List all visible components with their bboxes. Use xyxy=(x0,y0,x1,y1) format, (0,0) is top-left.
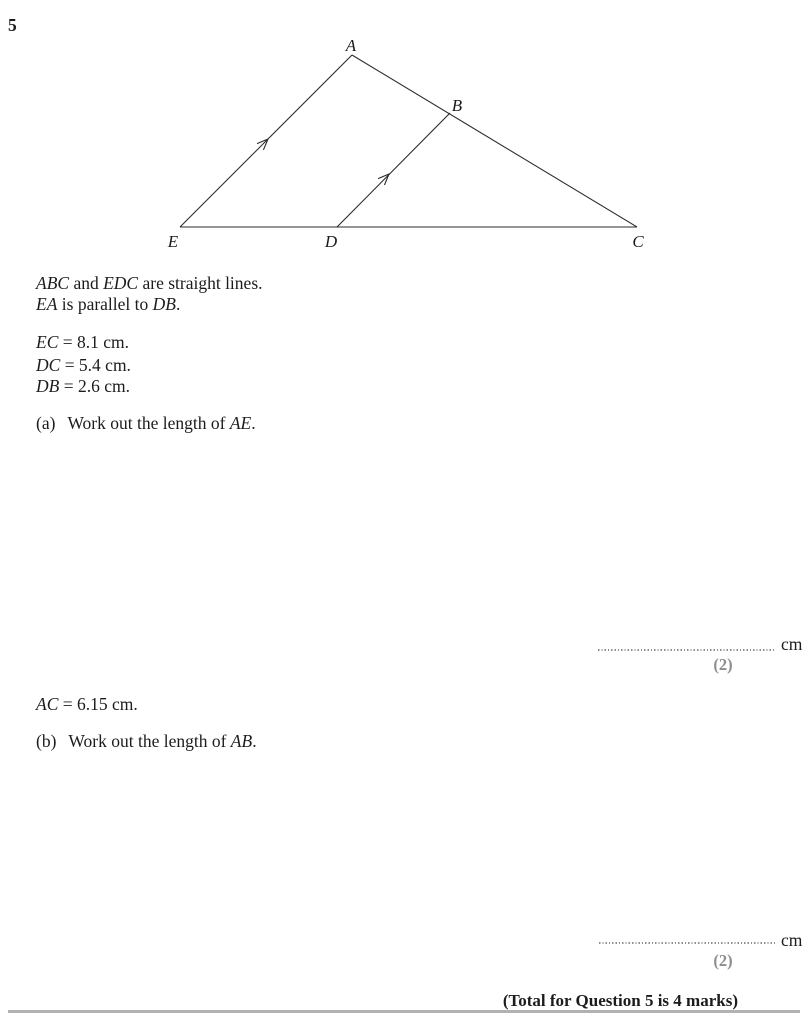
text-segment: AE xyxy=(229,413,252,433)
marks-badge-a: (2) xyxy=(713,655,733,674)
text-segment: = 8.1 cm. xyxy=(58,332,129,352)
text-segment: are straight lines. xyxy=(138,273,263,293)
vertex-label-B: B xyxy=(451,96,463,115)
answer-line-b[interactable] xyxy=(599,942,775,944)
unit-label-a: cm xyxy=(781,634,803,654)
text-segment: . xyxy=(251,413,256,433)
text-segment: . xyxy=(175,294,181,314)
text-segment: EA xyxy=(36,294,58,314)
line-EA xyxy=(180,55,352,227)
part-b-question xyxy=(36,731,257,751)
text-segment: = 2.6 cm. xyxy=(59,376,130,396)
text-segment: AB xyxy=(230,731,253,751)
marks-badge-b: (2) xyxy=(713,951,733,970)
vertex-label-E: E xyxy=(167,232,179,251)
text-segment: DC xyxy=(36,355,61,375)
part-b-label: (b) xyxy=(36,731,57,751)
text-segment: AC xyxy=(36,694,59,714)
vertex-label-A: A xyxy=(345,36,357,55)
text-segment: and xyxy=(69,273,104,293)
text-segment: EC xyxy=(36,332,59,352)
text-segment: DB xyxy=(36,376,60,396)
statement-parallel xyxy=(36,294,180,314)
text-segment: = 6.15 cm. xyxy=(58,694,138,714)
part-a-question xyxy=(36,413,256,433)
text-segment: . xyxy=(252,731,257,751)
line-DB xyxy=(337,113,450,227)
question-number: 5 xyxy=(8,15,17,35)
answer-line-a[interactable] xyxy=(598,649,775,651)
text-segment: DB xyxy=(152,294,176,314)
total-marks-label: (Total for Question 5 is 4 marks) xyxy=(502,991,738,1010)
measurement-DC xyxy=(36,355,131,375)
text-segment: EDC xyxy=(103,273,139,293)
triangle-diagram xyxy=(0,0,812,258)
statement-straight-lines xyxy=(36,273,263,293)
measurement-DB xyxy=(36,376,130,396)
measurement-AC xyxy=(36,694,138,714)
unit-label-b: cm xyxy=(781,930,803,950)
vertex-label-C: C xyxy=(632,232,644,251)
text-segment: Work out the length of xyxy=(67,413,230,433)
line-AC xyxy=(352,55,637,227)
text-segment: is parallel to xyxy=(57,294,153,314)
page-divider xyxy=(8,1010,800,1013)
measurement-EC xyxy=(36,332,129,352)
vertex-label-D: D xyxy=(324,232,338,251)
text-segment: Work out the length of xyxy=(68,731,231,751)
part-a-label: (a) xyxy=(36,413,56,433)
text-segment: = 5.4 cm. xyxy=(60,355,131,375)
text-segment: ABC xyxy=(36,273,70,293)
